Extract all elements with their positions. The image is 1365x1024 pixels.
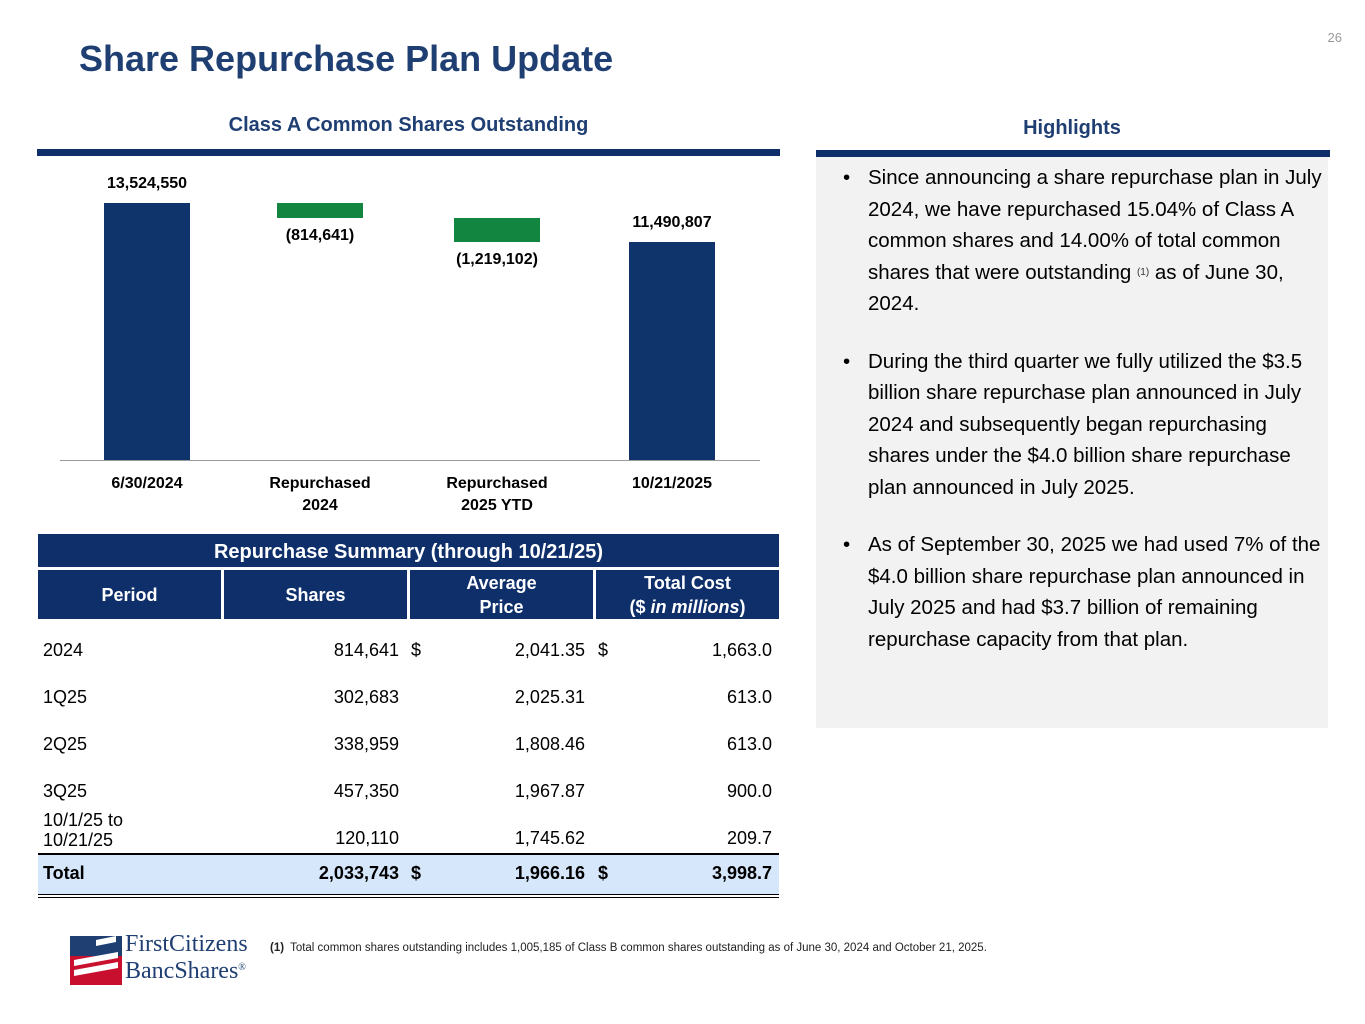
total-period: Total [43, 863, 85, 883]
row-shares: 457,350 [333, 781, 399, 801]
page-number: 26 [1327, 30, 1342, 45]
chart-bar-1 [104, 203, 190, 460]
header-average-price: Average Price [410, 570, 593, 619]
highlight-3-text: As of September 30, 2025 we had used 7% of the $4.0 billion share repurchase plan announced in July 2025 and had $3.7 billion of remaining repurchase capacity from that plan. [868, 533, 1321, 651]
chart-heading: Class A Common Shares Outstanding [228, 114, 589, 136]
row-average-price: 2,025.31 [514, 687, 585, 707]
footnote: (1) Total common shares outstanding includes 1,005,185 of Class B common shares outstanding as of June 30, 2024 and October 21, 2025. [270, 942, 987, 954]
highlight-1-tail: as of June 30, 2024. [868, 260, 1284, 315]
row-average-price: 1,745.62 [514, 828, 585, 848]
row-shares: 120,110 [335, 828, 399, 848]
row-total-cost: 613.0 [726, 687, 772, 707]
chart-bar-3 [454, 218, 540, 241]
total-shares: 2,033,743 [318, 863, 399, 883]
chart-bar-4 [629, 242, 715, 460]
highlight-bullet-3: • As of September 30, 2025 we had used 7% of the $4.0 billion share repurchase plan announced in July 2025 and had $3.7 billion of remaining repurchase capacity from that plan. [843, 533, 1321, 651]
total-cost-currency: $ [598, 863, 609, 883]
chart-category-label-4: 10/21/2025 [631, 475, 713, 492]
chart-category-label-2: Repurchased 2024 [269, 475, 371, 514]
row-average-price: 1,967.87 [514, 781, 585, 801]
total-cost: 3,998.7 [711, 863, 772, 883]
row-shares: 814,641 [333, 640, 399, 660]
highlight-1-text: Since announcing a share repurchase plan in July 2024, we have repurchased 15.04% of Class A common shares and 14.00% of total common shares that were outstanding [868, 166, 1322, 284]
row-total-cost: 1,663.0 [711, 640, 772, 660]
total-price: 1,966.16 [514, 863, 585, 883]
chart-category-label-1: 6/30/2024 [111, 475, 183, 492]
row-period: 1Q25 [43, 687, 88, 707]
row-price-currency: $ [411, 640, 422, 660]
highlight-2-text: During the third quarter we fully utilized the $3.5 billion share repurchase plan announced in July 2024 and subsequently began repurchasing shares under the $4.0 billion share repurchase plan announced in July 2025. [868, 349, 1303, 499]
row-total-cost: 900.0 [726, 781, 772, 801]
row-shares: 338,959 [333, 734, 399, 754]
highlight-bullet-2: • During the third quarter we fully utilized the $3.5 billion share repurchase plan announced in July 2024 and subsequently began repurchasing shares under the $4.0 billion share repurchase plan announced in July 2025. [843, 349, 1303, 499]
row-total-cost: 613.0 [726, 734, 772, 754]
row-period: 2Q25 [43, 734, 88, 754]
row-period: 2024 [43, 640, 84, 660]
logo-wordmark: FirstCitizens BancShares® [125, 931, 248, 984]
highlights-heading: Highlights [1023, 117, 1121, 139]
chart-data-label-1: 13,524,550 [106, 175, 188, 192]
total-row-background [38, 855, 779, 895]
waterfall-chart [0, 0, 800, 530]
row-period: 3Q25 [43, 781, 88, 801]
row-shares: 302,683 [333, 687, 399, 707]
page-title: Share Repurchase Plan Update [79, 38, 614, 79]
total-top-rule [38, 853, 779, 855]
first-citizens-logo-icon [70, 930, 122, 985]
table-title: Repurchase Summary (through 10/21/25) [38, 534, 779, 567]
row-total-cost: 209.7 [726, 828, 772, 848]
total-bottom-rule-1 [38, 894, 779, 895]
header-total-cost: Total Cost ($ in millions) [596, 570, 779, 619]
header-period: Period [38, 570, 221, 619]
chart-data-label-2: (814,641) [285, 227, 355, 245]
row-period: 10/1/25 to 10/21/25 [43, 810, 124, 850]
highlight-bullet-1: • Since announcing a share repurchase plan in July 2024, we have repurchased 15.04% of Class A common shares and 14.00% of total common shares that were outstanding $^{(1)}$ as of June 30, 2024. [843, 166, 1322, 315]
highlights-list [843, 162, 1323, 681]
footnote-ref: (1) [1136, 266, 1150, 278]
total-price-currency: $ [411, 863, 422, 883]
row-cost-currency: $ [598, 640, 609, 660]
chart-data-label-4: 11,490,807 [632, 213, 712, 231]
total-bottom-rule-2 [38, 897, 779, 898]
row-average-price: 2,041.35 [514, 640, 585, 660]
chart-x-axis [60, 460, 760, 461]
chart-bar-2 [277, 203, 363, 218]
chart-category-label-3: Repurchased 2025 YTD [446, 475, 548, 514]
header-shares: Shares [224, 570, 407, 619]
highlights-heading-rule [816, 150, 1330, 157]
chart-data-label-3: (1,219,102) [456, 250, 538, 268]
row-average-price: 1,808.46 [514, 734, 585, 754]
